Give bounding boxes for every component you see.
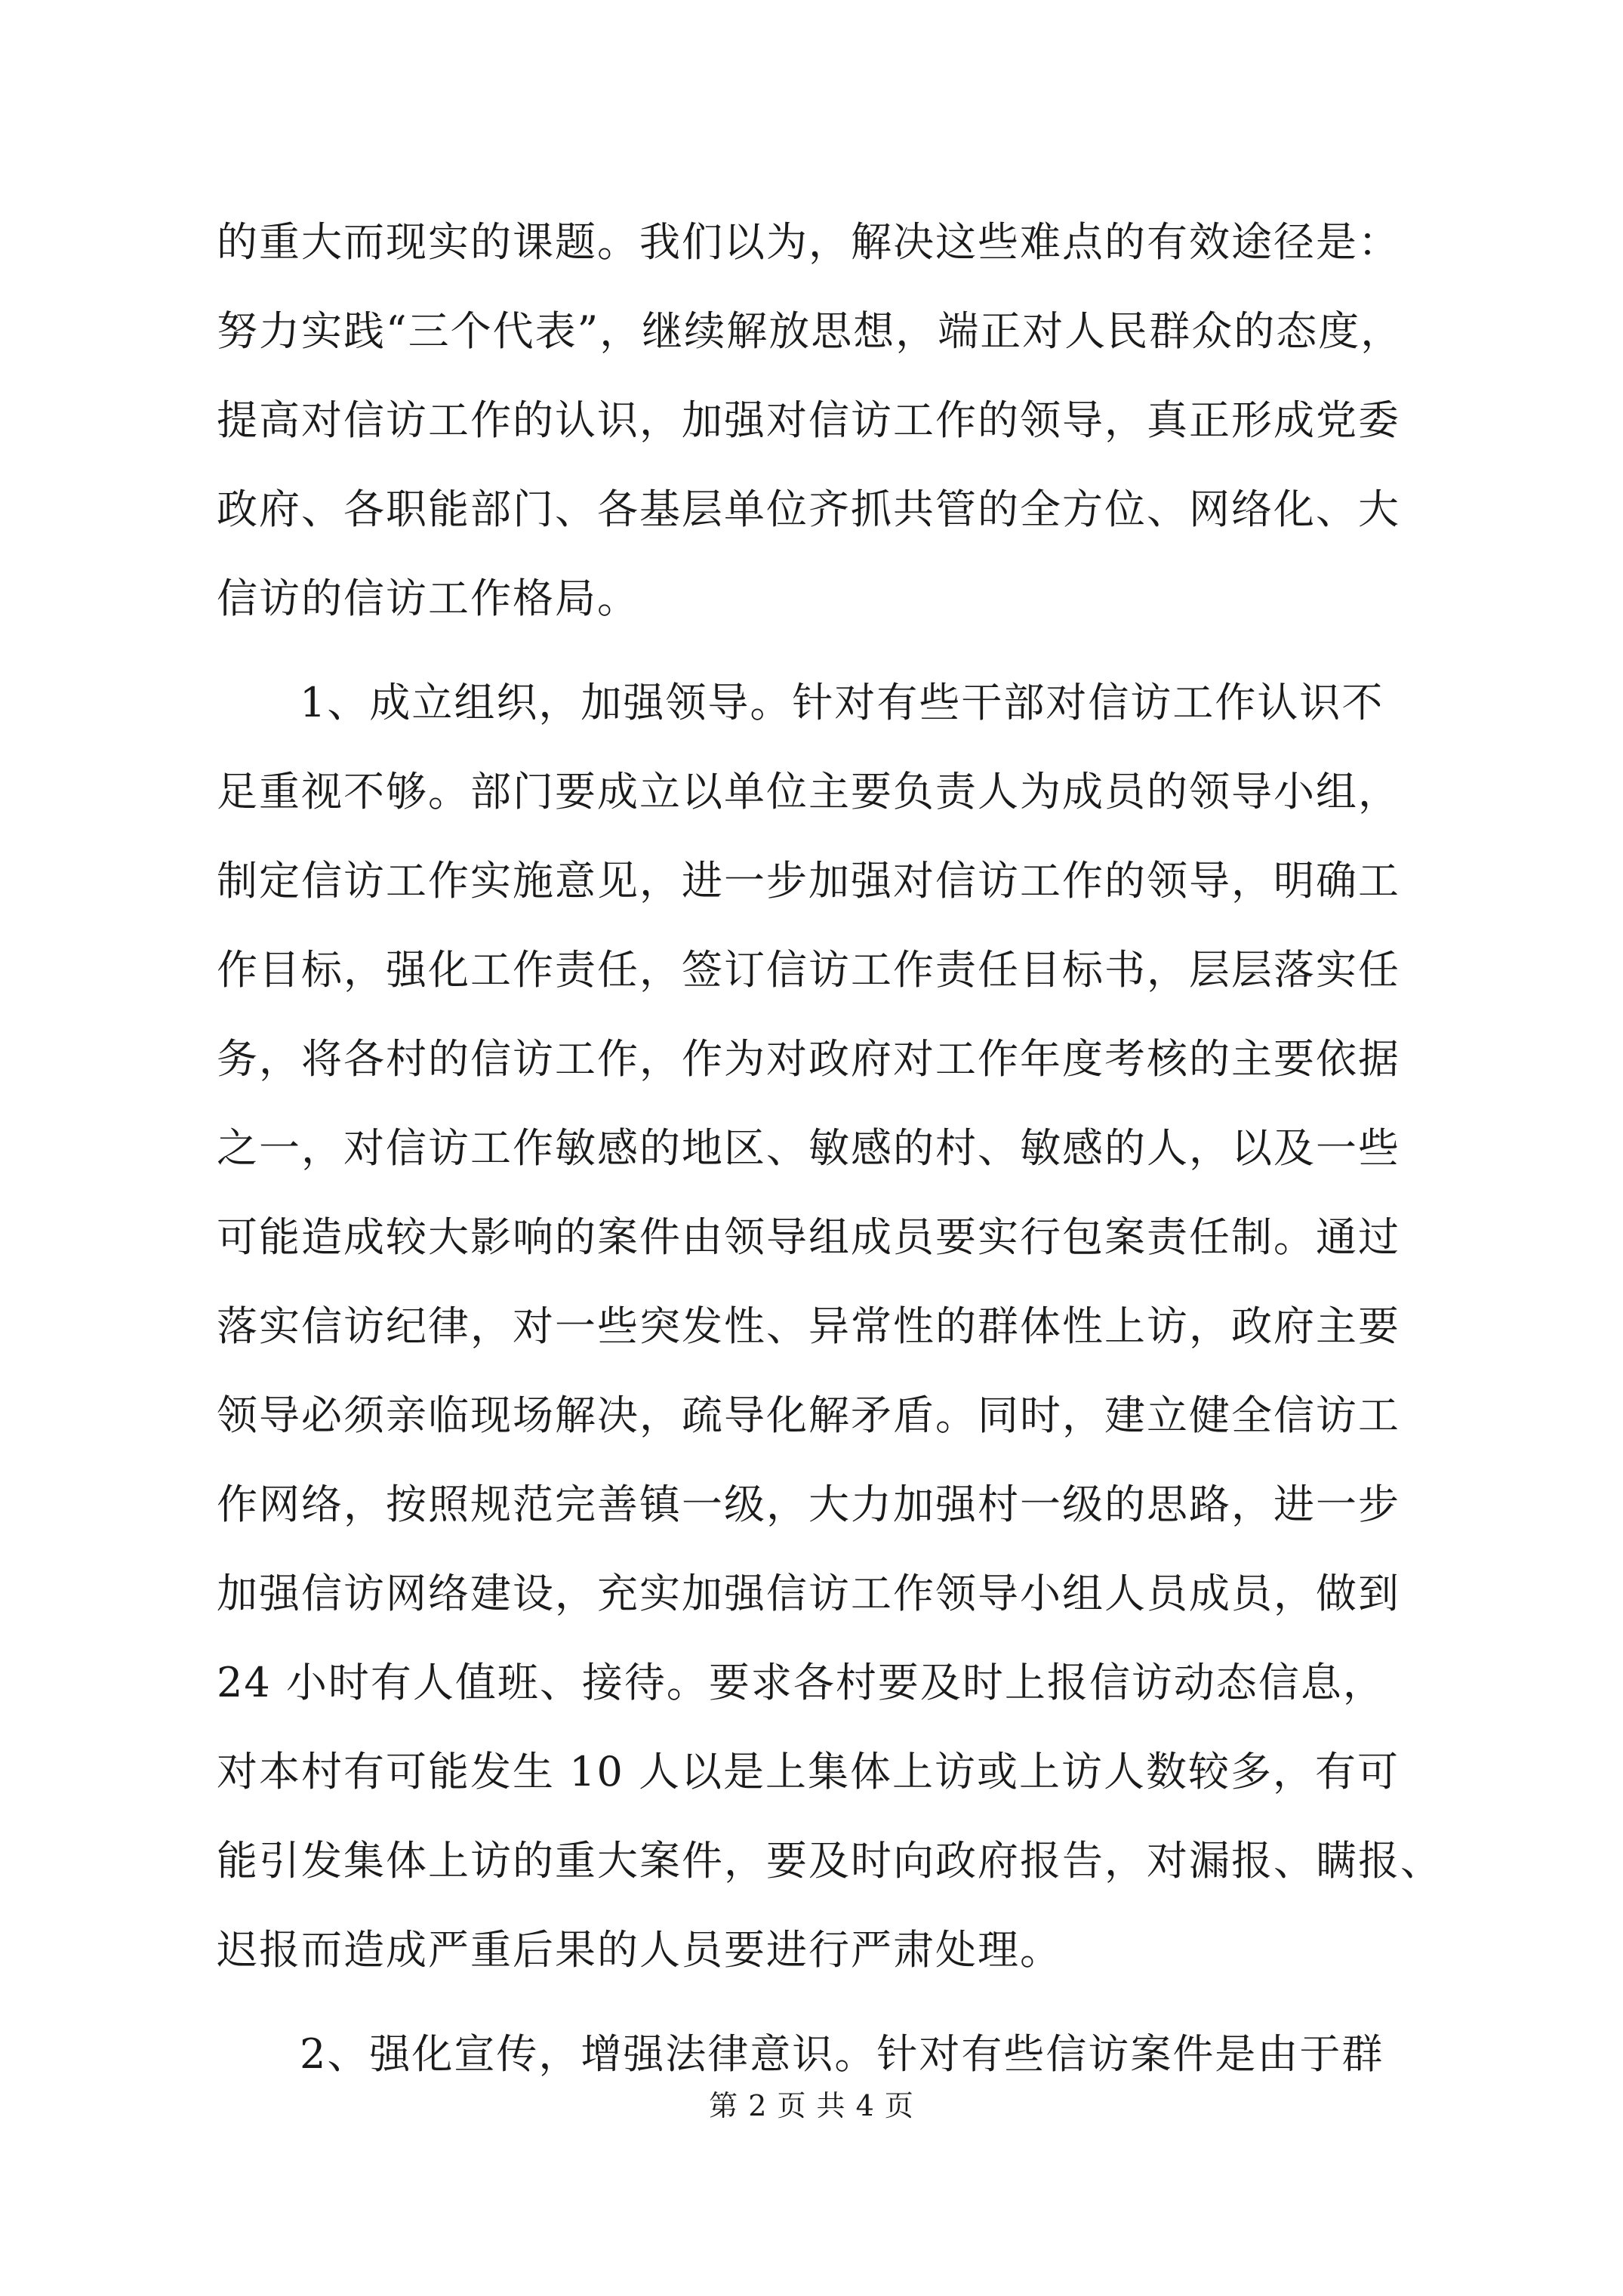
text-line: 制定信访工作实施意见，进一步加强对信访工作的领导，明确工 bbox=[217, 857, 1400, 905]
text-line: 提高对信访工作的认识，加强对信访工作的领导，真正形成党委 bbox=[217, 396, 1400, 444]
document-body bbox=[217, 198, 1443, 2099]
text-line: 领导必须亲临现场解决，疏导化解矛盾。同时，建立健全信访工 bbox=[217, 1391, 1400, 1439]
text-line: 足重视不够。部门要成立以单位主要负责人为成员的领导小组， bbox=[217, 768, 1400, 815]
text-line: 对本村有可能发生 10 人以是上集体上访或上访人数较多，有可 bbox=[217, 1748, 1400, 1795]
text-line: 2、强化宣传，增强法律意识。针对有些信访案件是由于群 bbox=[300, 2030, 1384, 2078]
text-line: 迟报而造成严重后果的人员要进行严肃处理。 bbox=[217, 1926, 1062, 1974]
text-line: 努力实践“三个代表”，继续解放思想，端正对人民群众的态度， bbox=[217, 307, 1403, 355]
text-line: 落实信访纪律，对一些突发性、异常性的群体性上访，政府主要 bbox=[217, 1302, 1400, 1350]
text-line: 1、成立组织，加强领导。针对有些干部对信访工作认识不 bbox=[300, 679, 1384, 726]
text-line: 的重大而现实的课题。我们以为，解决这些难点的有效途径是： bbox=[217, 218, 1400, 266]
text-line: 务，将各村的信访工作，作为对政府对工作年度考核的主要依据 bbox=[217, 1035, 1400, 1083]
text-line: 信访的信访工作格局。 bbox=[217, 575, 639, 622]
paragraph-1 bbox=[217, 658, 1443, 1995]
text-line: 能引发集体上访的重大案件，要及时向政府报告，对漏报、瞒报、 bbox=[217, 1837, 1443, 1885]
text-line: 作目标，强化工作责任，签订信访工作责任目标书，层层落实任 bbox=[217, 946, 1400, 994]
paragraph-intro bbox=[217, 198, 1418, 643]
text-line: 24 小时有人值班、接待。要求各村要及时上报信访动态信息， bbox=[217, 1659, 1385, 1706]
text-line: 之一，对信访工作敏感的地区、敏感的村、敏感的人，以及一些 bbox=[217, 1124, 1400, 1172]
text-line: 政府、各职能部门、各基层单位齐抓共管的全方位、网络化、大 bbox=[217, 485, 1400, 533]
text-line: 可能造成较大影响的案件由领导组成员要实行包案责任制。通过 bbox=[217, 1213, 1400, 1261]
page-footer: 第 2 页 共 4 页 bbox=[709, 2089, 914, 2122]
text-line: 作网络，按照规范完善镇一级，大力加强村一级的思路，进一步 bbox=[217, 1481, 1400, 1528]
text-line: 加强信访网络建设，充实加强信访工作领导小组人员成员，做到 bbox=[217, 1570, 1400, 1617]
